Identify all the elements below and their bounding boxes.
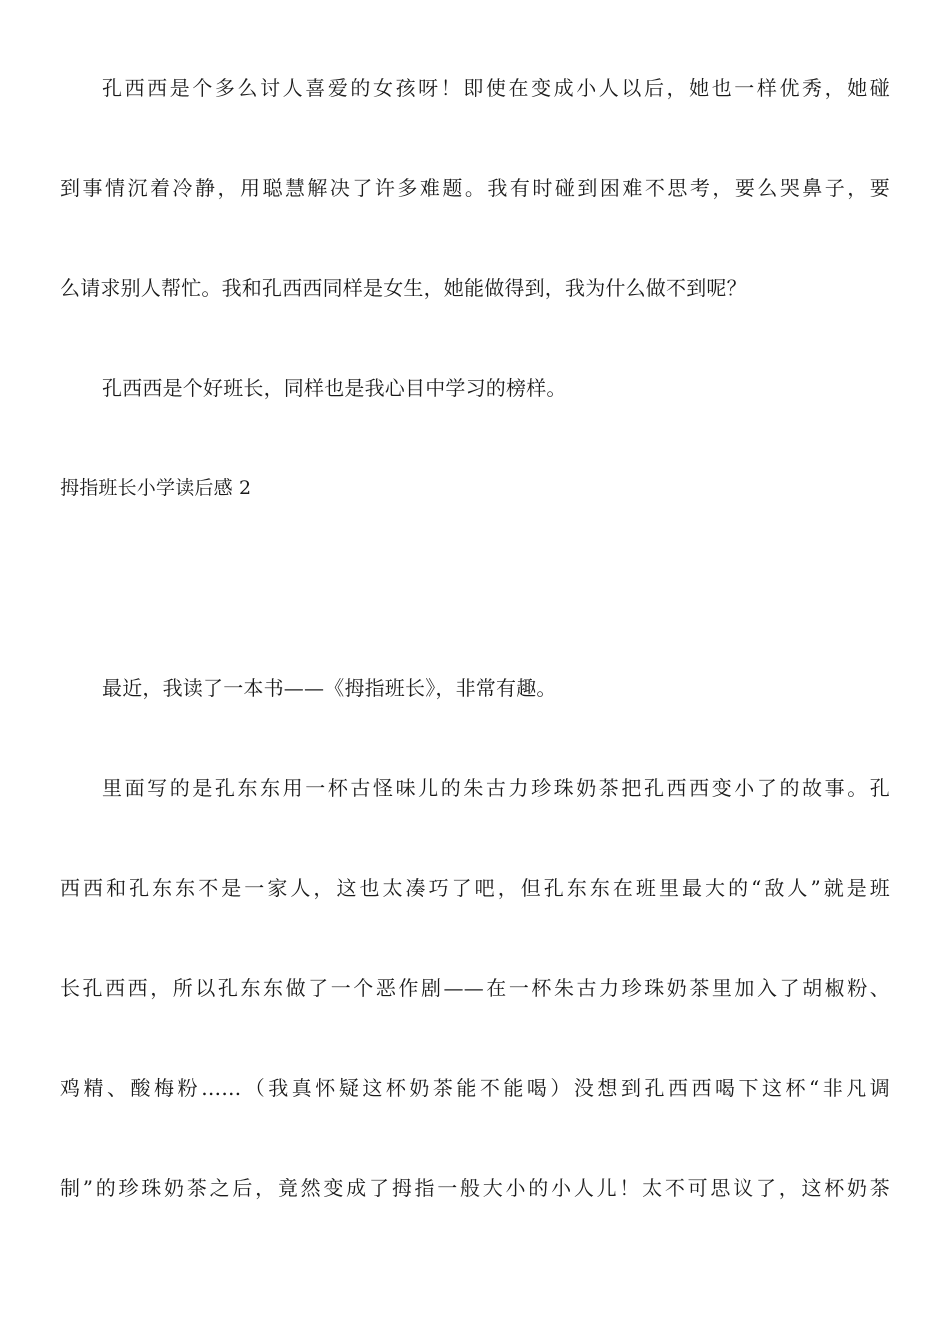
paragraph-1-line-2: 到事情沉着冷静，用聪慧解决了许多难题。我有时碰到困难不思考，要么哭鼻子，要 (60, 176, 890, 200)
paragraph-1-line-1: 孔西西是个多么讨人喜爱的女孩呀！即使在变成小人以后，她也一样优秀，她碰 (102, 76, 890, 100)
paragraph-4-line-3: 长孔西西，所以孔东东做了一个恶作剧——在一杯朱古力珍珠奶茶里加入了胡椒粉、 (60, 976, 890, 1000)
paragraph-4-line-5: 制”的珍珠奶茶之后，竟然变成了拇指一般大小的小人儿！太不可思议了，这杯奶茶 (60, 1176, 890, 1200)
paragraph-1-line-3: 么请求别人帮忙。我和孔西西同样是女生，她能做得到，我为什么做不到呢？ (60, 276, 747, 300)
section-title: 拇指班长小学读后感 2 (60, 477, 252, 499)
paragraph-4-line-2: 西西和孔东东不是一家人，这也太凑巧了吧，但孔东东在班里最大的“敌人”就是班 (60, 876, 890, 900)
paragraph-4-line-1: 里面写的是孔东东用一杯古怪味儿的朱古力珍珠奶茶把孔西西变小了的故事。孔 (102, 776, 890, 800)
paragraph-4-line-4: 鸡精、酸梅粉……（我真怀疑这杯奶茶能不能喝）没想到孔西西喝下这杯“非凡调 (60, 1076, 890, 1100)
paragraph-2-line-1: 孔西西是个好班长，同样也是我心目中学习的榜样。 (102, 376, 567, 400)
paragraph-3-line-1: 最近，我读了一本书——《拇指班长》，非常有趣。 (102, 676, 557, 700)
